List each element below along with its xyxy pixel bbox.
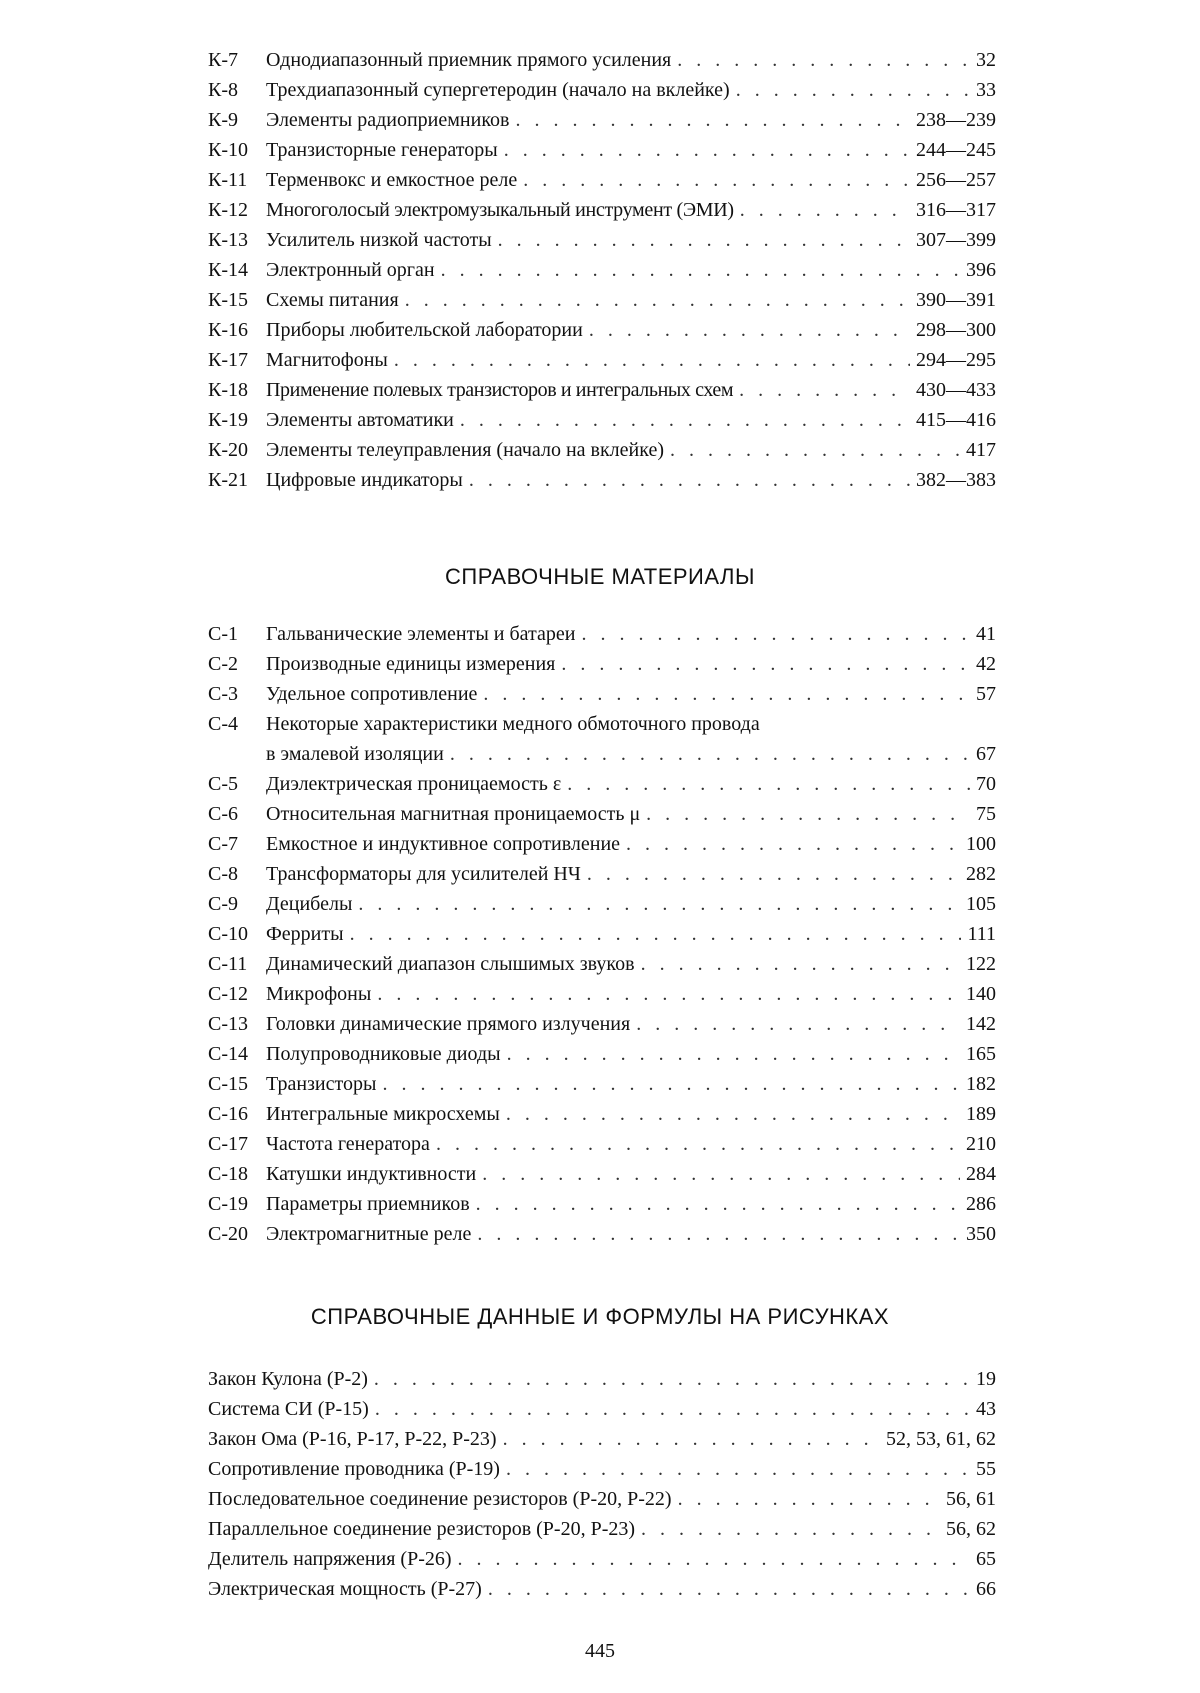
item-pages: 415—416 [916,409,996,431]
dot-leader [589,315,910,345]
list-item [208,769,996,799]
list-item [208,1009,996,1039]
item-title: Ферриты [266,923,344,945]
list-item [208,919,996,949]
item-code: К-15 [208,289,248,311]
item-pages: 66 [976,1578,996,1600]
list-item-continuation [208,739,996,769]
list-item [208,375,996,405]
dot-leader [670,435,960,465]
item-code: К-17 [208,349,248,371]
section-heading-reference: СПРАВОЧНЫЕ МАТЕРИАЛЫ [445,564,755,589]
item-pages: 298—300 [916,319,996,341]
item-title: Сопротивление проводника (Р-19) [208,1458,500,1480]
list-item [208,1364,996,1394]
dot-leader [677,45,970,75]
dot-leader [460,405,910,435]
item-pages: 41 [976,623,996,645]
item-pages: 284 [966,1163,996,1185]
item-title: Катушки индуктивности [266,1163,477,1185]
item-title: Схемы питания [266,289,399,311]
item-title: Полупроводниковые диоды [266,1043,501,1065]
item-pages: 52, 53, 61, 62 [886,1428,996,1450]
item-code: С-9 [208,893,238,915]
dot-leader [506,1099,960,1129]
dot-leader [358,889,960,919]
list-item [208,1454,996,1484]
item-title: Гальванические элементы и батареи [266,623,576,645]
formulas-list [208,1364,996,1604]
item-title: Децибелы [266,893,353,915]
list-item [208,435,996,465]
dot-leader [377,979,960,1009]
dot-leader [488,1574,970,1604]
list-item [208,75,996,105]
list-item [208,829,996,859]
dot-leader [476,1189,960,1219]
item-code: С-17 [208,1133,248,1155]
dot-leader [441,255,960,285]
item-title: Элементы радиоприемников [266,109,510,131]
item-pages: 182 [966,1073,996,1095]
item-pages: 350 [966,1223,996,1245]
list-item [208,105,996,135]
dot-leader [740,195,910,225]
list-item [208,255,996,285]
item-title: Однодиапазонный приемник прямого усиления [266,49,672,71]
item-pages: 294—295 [916,349,996,371]
dot-leader [436,1129,960,1159]
item-code: С-10 [208,923,248,945]
item-title: Производные единицы измерения [266,653,556,675]
dot-leader [636,1009,960,1039]
page-number: 445 [585,1640,615,1662]
list-item [208,345,996,375]
item-pages: 307—399 [916,229,996,251]
item-pages: 19 [976,1368,996,1390]
item-code: С-8 [208,863,238,885]
item-pages: 282 [966,863,996,885]
dot-leader [736,75,970,105]
item-code: К-18 [208,379,248,401]
list-item [208,165,996,195]
dot-leader [587,859,960,889]
dot-leader [394,345,910,375]
item-title: Закон Ома (Р-16, Р-17, Р-22, Р-23) [208,1428,497,1450]
list-item [208,1574,996,1604]
item-title-continuation: в эмалевой изоляции [266,743,444,765]
item-title: Приборы любительской лаборатории [266,319,583,341]
dot-leader [483,679,970,709]
item-code: С-1 [208,623,238,645]
item-pages: 70 [976,773,996,795]
list-item [208,285,996,315]
list-item [208,1159,996,1189]
item-title: Трехдиапазонный супергетеродин (начало на вклейке) [266,79,730,101]
item-code: С-14 [208,1043,248,1065]
reference-list [208,619,996,1249]
list-item [208,225,996,255]
item-code: С-2 [208,653,238,675]
item-pages: 100 [966,833,996,855]
item-pages: 75 [976,803,996,825]
item-code: К-21 [208,469,248,491]
dot-leader [469,465,910,495]
item-code: К-19 [208,409,248,431]
item-code: С-7 [208,833,238,855]
item-title: Трансформаторы для усилителей НЧ [266,863,581,885]
item-pages: 33 [976,79,996,101]
item-title: Параметры приемников [266,1193,470,1215]
item-pages: 417 [966,439,996,461]
item-title: Элементы автоматики [266,409,454,431]
item-title: Электронный орган [266,259,435,281]
dot-leader [506,1454,970,1484]
list-item [208,1039,996,1069]
item-pages: 210 [966,1133,996,1155]
item-title: Головки динамические прямого излучения [266,1013,631,1035]
item-title: Некоторые характеристики медного обмоточного провода [266,713,760,735]
list-item [208,1129,996,1159]
list-item [208,195,996,225]
dot-leader [450,739,970,769]
list-item [208,315,996,345]
dot-leader [641,1514,940,1544]
item-title: Транзисторы [266,1073,377,1095]
dot-leader [523,165,910,195]
item-code: С-4 [208,713,238,735]
item-code: С-12 [208,983,248,1005]
section-heading-formulas: СПРАВОЧНЫЕ ДАННЫЕ И ФОРМУЛЫ НА РИСУНКАХ [310,1304,890,1329]
item-pages: 189 [966,1103,996,1125]
item-pages: 32 [976,49,996,71]
dot-leader [350,919,962,949]
dot-leader [374,1364,970,1394]
item-code: К-16 [208,319,248,341]
item-pages: 105 [966,893,996,915]
list-item [208,1219,996,1249]
item-title: Удельное сопротивление [266,683,478,705]
item-code: К-20 [208,439,248,461]
item-pages: 56, 61 [946,1488,996,1510]
dot-leader [504,135,910,165]
item-title: Применение полевых транзисторов и интегральных схем [266,379,734,401]
dot-leader [641,949,960,979]
list-item [208,45,996,75]
item-pages: 244—245 [916,139,996,161]
list-item [208,465,996,495]
item-title: Многоголосый электромузыкальный инструмент (ЭМИ) [266,199,734,221]
dot-leader [739,375,910,405]
item-title: Транзисторные генераторы [266,139,498,161]
item-title: Элементы телеуправления (начало на вклейке) [266,439,664,461]
item-title: Диэлектрическая проницаемость ε [266,773,562,795]
item-code: С-13 [208,1013,248,1035]
item-title: Емкостное и индуктивное сопротивление [266,833,621,855]
list-item [208,679,996,709]
item-pages: 165 [966,1043,996,1065]
item-pages: 111 [967,923,996,945]
item-pages: 122 [966,953,996,975]
item-code: С-6 [208,803,238,825]
item-title: Интегральные микросхемы [266,1103,500,1125]
item-code: С-11 [208,953,248,975]
item-code: С-20 [208,1223,248,1245]
list-item [208,949,996,979]
item-pages: 256—257 [916,169,996,191]
item-title: Электрическая мощность (Р-27) [208,1578,482,1600]
dot-leader [503,1424,880,1454]
list-item [208,1394,996,1424]
item-pages: 67 [976,743,996,765]
list-item [208,1069,996,1099]
list-item [208,1484,996,1514]
item-pages: 430—433 [916,379,996,401]
dot-leader [515,105,910,135]
item-code: С-5 [208,773,238,795]
item-code: К-12 [208,199,248,221]
item-title: Цифровые индикаторы [266,469,463,491]
item-pages: 238—239 [916,109,996,131]
item-title: Микрофоны [266,983,372,1005]
item-pages: 382—383 [916,469,996,491]
item-title: Электромагнитные реле [266,1223,472,1245]
item-pages: 286 [966,1193,996,1215]
dot-leader [626,829,960,859]
item-pages: 57 [976,683,996,705]
list-item [208,799,996,829]
item-code: К-11 [208,169,248,191]
item-code: С-19 [208,1193,248,1215]
item-pages: 142 [966,1013,996,1035]
item-code: К-14 [208,259,248,281]
item-title: Магнитофоны [266,349,388,371]
dot-leader [561,649,970,679]
item-code: К-8 [208,79,238,101]
list-item [208,405,996,435]
dot-leader [507,1039,960,1069]
item-title: Частота генератора [266,1133,430,1155]
item-code: К-7 [208,49,238,71]
dot-leader [678,1484,940,1514]
list-item [208,1189,996,1219]
item-pages: 396 [966,259,996,281]
item-pages: 43 [976,1398,996,1420]
dot-leader [482,1159,960,1189]
item-title: Усилитель низкой частоты [266,229,492,251]
k-list [208,45,996,495]
item-code: С-3 [208,683,238,705]
item-title: Закон Кулона (Р-2) [208,1368,368,1390]
item-title: Параллельное соединение резисторов (Р-20, Р-23) [208,1518,636,1540]
item-pages: 42 [976,653,996,675]
item-pages: 140 [966,983,996,1005]
item-code: К-9 [208,109,238,131]
dot-leader [382,1069,960,1099]
list-item [208,1424,996,1454]
list-item [208,619,996,649]
item-title: Делитель напряжения (Р-26) [208,1548,452,1570]
item-pages: 56, 62 [946,1518,996,1540]
dot-leader [405,285,910,315]
list-item [208,1544,996,1574]
dot-leader [567,769,970,799]
dot-leader [581,619,970,649]
item-code: С-18 [208,1163,248,1185]
list-item [208,1099,996,1129]
item-pages: 316—317 [916,199,996,221]
dot-leader [477,1219,960,1249]
item-code: К-10 [208,139,248,161]
item-title: Динамический диапазон слышимых звуков [266,953,635,975]
dot-leader [498,225,910,255]
item-title: Терменвокс и емкостное реле [266,169,518,191]
item-title: Последовательное соединение резисторов (Р-20, Р-22) [208,1488,672,1510]
list-item [208,649,996,679]
item-pages: 65 [976,1548,996,1570]
list-item [208,889,996,919]
list-item [208,979,996,1009]
item-pages: 390—391 [916,289,996,311]
item-code: С-15 [208,1073,248,1095]
list-item [208,709,996,739]
item-code: К-13 [208,229,248,251]
list-item [208,1514,996,1544]
dot-leader [646,799,970,829]
item-pages: 55 [976,1458,996,1480]
item-title: Относительная магнитная проницаемость μ [266,803,641,825]
list-item [208,859,996,889]
item-code: С-16 [208,1103,248,1125]
dot-leader [375,1394,970,1424]
dot-leader [458,1544,970,1574]
item-title: Система СИ (Р-15) [208,1398,369,1420]
list-item [208,135,996,165]
